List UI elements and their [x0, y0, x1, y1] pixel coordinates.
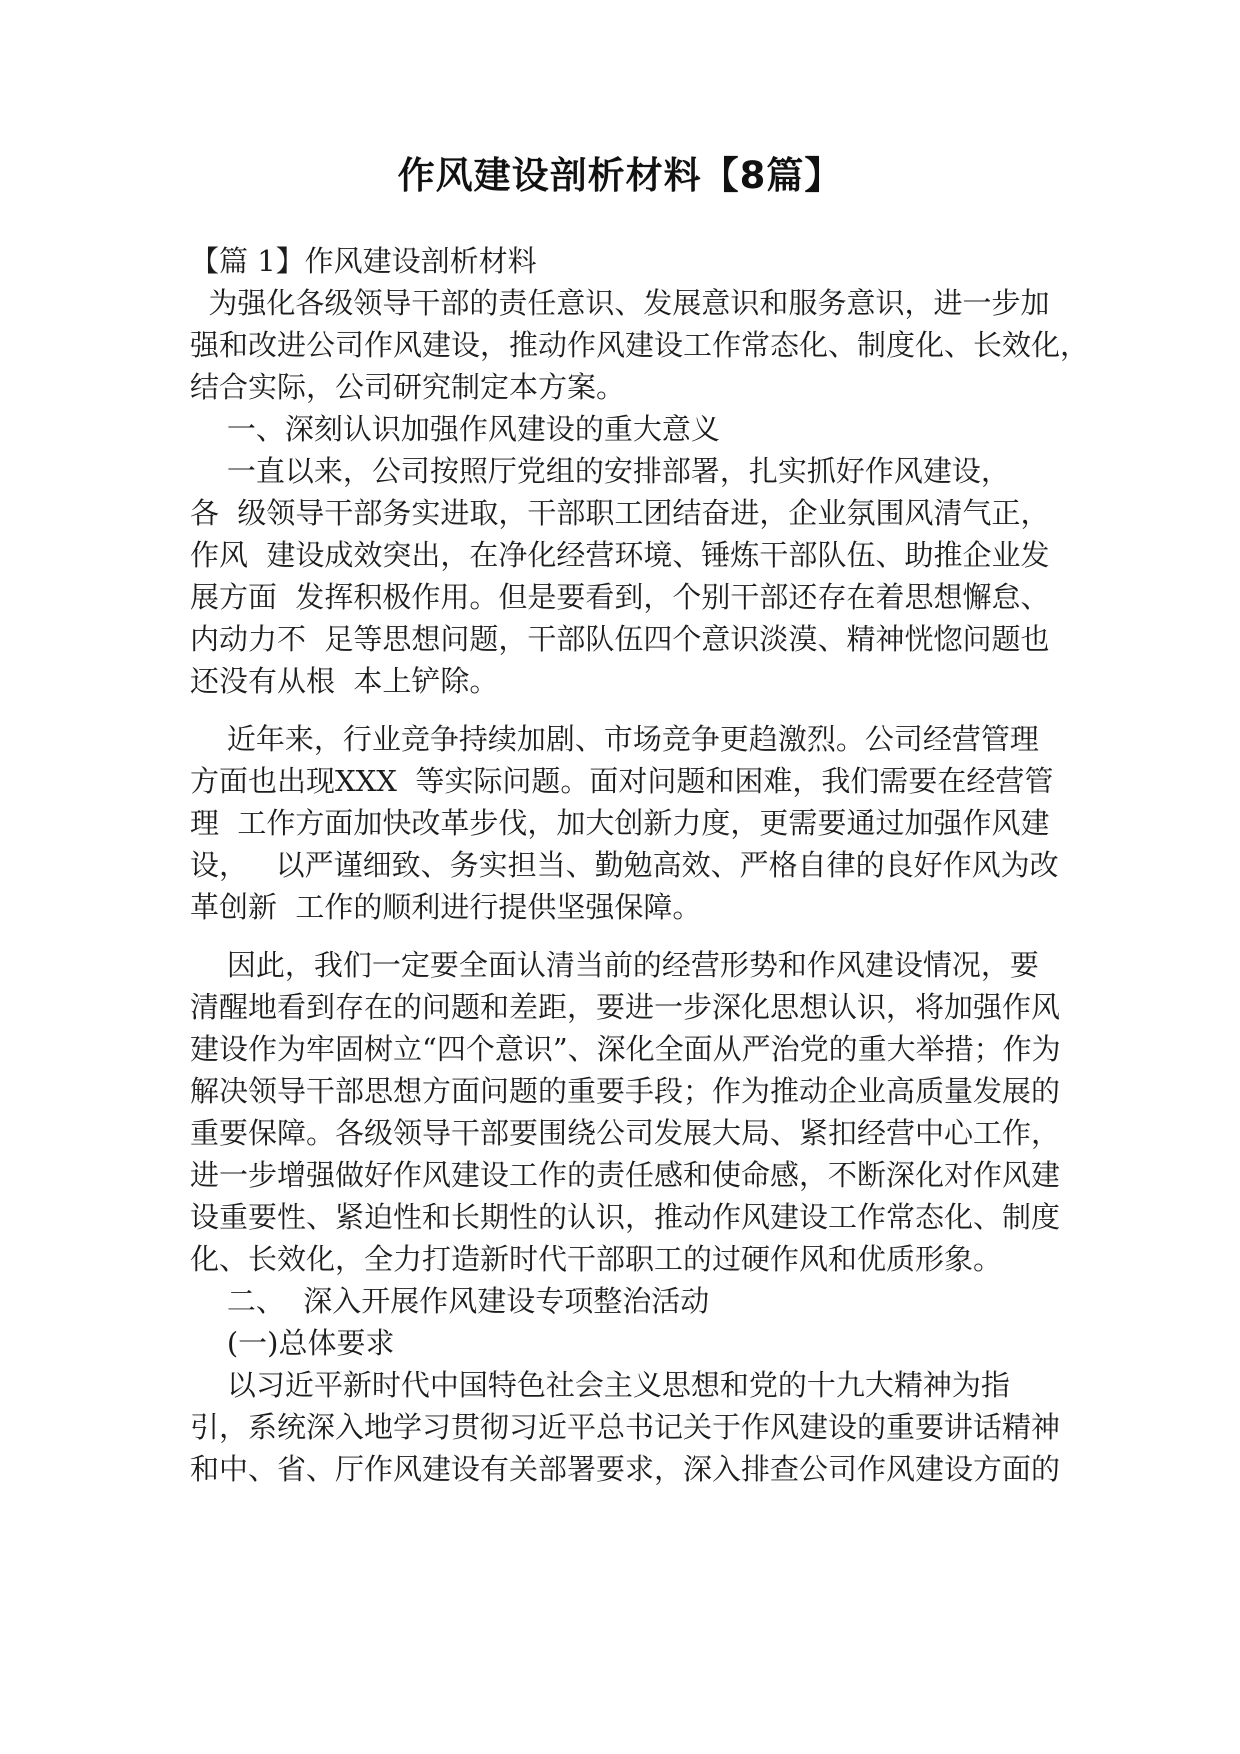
text-line: 设， 以严谨细致、务实担当、勤勉高效、严格自律的良好作风为改	[190, 848, 1059, 882]
text-line: 展方面 发挥积极作用。但是要看到，个别干部还存在着思想懈怠、	[190, 580, 1050, 614]
document-title: 作风建设剖析材料【8篇】	[397, 154, 843, 197]
text-line: 以习近平新时代中国特色社会主义思想和党的十九大精神为指	[190, 1368, 1010, 1402]
text-line: 建设作为牢固树立“四个意识”、深化全面从严治党的重大举措；作为	[190, 1032, 1061, 1066]
paragraph-conclusion	[190, 944, 1061, 1490]
text-line: 引，系统深入地学习贯彻习近平总书记关于作风建设的重要讲话精神	[190, 1410, 1061, 1444]
section-heading: 【篇 1】作风建设剖析材料	[190, 244, 537, 278]
text-line: 近年来，行业竞争持续加剧、市场竞争更趋激烈。公司经营管理	[190, 722, 1039, 756]
text-line: 内动力不 足等思想问题，干部队伍四个意识淡漠、精神恍惚问题也	[190, 622, 1050, 656]
paragraph-intro	[190, 282, 1090, 408]
text-line: 和中、省、厅作风建设有关部署要求，深入排查公司作风建设方面的	[190, 1452, 1061, 1486]
text-line: 一、深刻认识加强作风建设的重大意义	[190, 412, 720, 446]
paragraph-spacing	[190, 702, 1046, 718]
text-line: 设重要性、紧迫性和长期性的认识，推动作风建设工作常态化、制度	[190, 1200, 1061, 1234]
text-line: 进一步增强做好作风建设工作的责任感和使命感，不断深化对作风建	[190, 1158, 1061, 1192]
document-body	[190, 240, 1090, 1490]
text-line: 各 级领导干部务实进取，干部职工团结奋进，企业氛围风清气正，	[190, 496, 1050, 530]
paragraph-spacing	[190, 928, 1046, 944]
text-line: 结合实际，公司研究制定本方案。	[190, 370, 626, 404]
text-line: 为强化各级领导干部的责任意识、发展意识和服务意识，进一步加	[190, 286, 1050, 320]
subheading-significance	[190, 408, 1046, 450]
paragraph-achievements	[190, 450, 1050, 702]
subheading-rectification: 二、 深入开展作风建设专项整治活动	[190, 1284, 710, 1318]
text-line: 还没有从根 本上铲除。	[190, 664, 499, 698]
text-line: 理 工作方面加快改革步伐，加大创新力度，更需要通过加强作风建	[190, 806, 1050, 840]
text-line: 因此，我们一定要全面认清当前的经营形势和作风建设情况，要	[190, 948, 1039, 982]
text-line: 化、长效化，全力打造新时代干部职工的过硬作风和优质形象。	[190, 1242, 1003, 1276]
text-line: 一直以来，公司按照厅党组的安排部署，扎实抓好作风建设，	[190, 454, 1010, 488]
text-line: 革创新 工作的顺利进行提供坚强保障。	[190, 890, 702, 924]
text-line: 解决领导干部思想方面问题的重要手段；作为推动企业高质量发展的	[190, 1074, 1061, 1108]
paragraph-competition	[190, 718, 1059, 928]
text-line: 方面也出现XXX 等实际问题。面对问题和困难，我们需要在经营管	[190, 764, 1054, 798]
text-line: 作风 建设成效突出，在净化经营环境、锤炼干部队伍、助推企业发	[190, 538, 1050, 572]
text-line: 重要保障。各级领导干部要围绕公司发展大局、紧扣经营中心工作，	[190, 1116, 1061, 1150]
text-line: 清醒地看到存在的问题和差距，要进一步深化思想认识，将加强作风	[190, 990, 1061, 1024]
text-line: 强和改进公司作风建设，推动作风建设工作常态化、制度化、长效化，	[190, 328, 1090, 362]
subheading-general-requirements: (一)总体要求	[190, 1326, 395, 1360]
